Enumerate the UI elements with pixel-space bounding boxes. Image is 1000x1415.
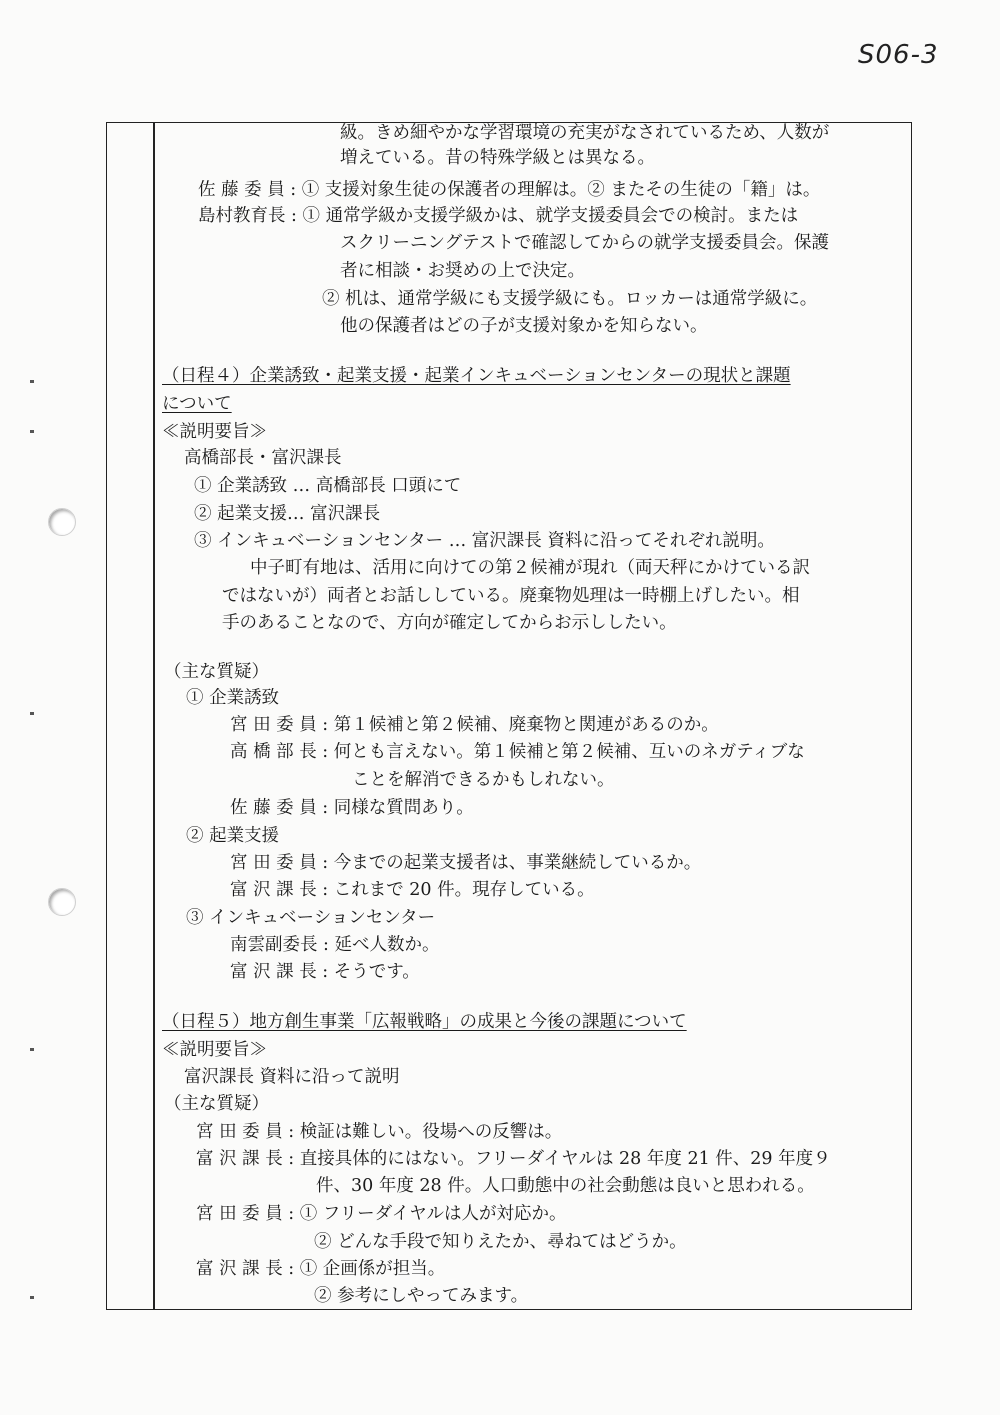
text-line: 富沢課長 資料に沿って説明 <box>184 1067 400 1087</box>
scan-speck <box>30 1296 34 1299</box>
text-line: 者に相談・お奨めの上で決定。 <box>340 261 585 281</box>
text-line: 富 沢 課 長 : これまで 20 件。現存している。 <box>230 880 595 900</box>
text-line: 他の保護者はどの子が支援対象かを知らない。 <box>340 316 708 336</box>
text-line: 富 沢 課 長 : そうです。 <box>230 962 420 982</box>
text-line: 級。きめ細やかな学習環境の充実がなされているため、人数が <box>340 123 830 143</box>
scan-speck <box>30 380 34 383</box>
text-line: ③ インキュベーションセンター <box>186 908 436 928</box>
text-line: ② 机は、通常学級にも支援学級にも。ロッカーは通常学級に。 <box>322 289 818 309</box>
text-line: スクリーニングテストで確認してからの就学支援委員会。保護 <box>340 233 829 253</box>
subheading-explanation: ≪説明要旨≫ <box>162 1040 267 1060</box>
section-heading-4: （日程４）企業誘致・起業支援・起業インキュベーションセンターの現状と課題 <box>162 366 791 386</box>
text-line: 手のあることなので、方向が確定してからお示ししたい。 <box>222 613 677 633</box>
scan-speck <box>30 430 34 433</box>
text-line: 件、30 年度 28 件。人口動態中の社会動態は良いと思われる。 <box>316 1176 815 1196</box>
text-line: 増えている。昔の特殊学級とは異なる。 <box>340 148 655 168</box>
text-line: 宮 田 委 員 : 検証は難しい。役場への反響は。 <box>196 1122 563 1142</box>
text-line: ことを解消できるかもしれない。 <box>352 770 615 790</box>
subheading-qa: （主な質疑） <box>164 1094 269 1114</box>
margin-column-divider <box>153 122 155 1310</box>
text-line: ① 企業誘致 … 高橋部長 口頭にて <box>194 476 462 496</box>
text-line: 宮 田 委 員 : ① フリーダイヤルは人が対応か。 <box>196 1204 567 1224</box>
section-heading-4-cont: について <box>162 394 232 414</box>
subheading-qa: （主な質疑） <box>164 662 269 682</box>
text-line: ② 参考にしやってみます。 <box>314 1286 529 1306</box>
text-line: 宮 田 委 員 : 第１候補と第２候補、廃棄物と関連があるのか。 <box>230 715 719 735</box>
text-line: ではないが）両者とお話ししている。廃棄物処理は一時棚上げしたい。相 <box>222 586 800 606</box>
text-line: 高 橋 部 長 : 何とも言えない。第１候補と第２候補、互いのネガティブな <box>230 742 805 762</box>
text-line: ② どんな手段で知りえたか、尋ねてはどうか。 <box>314 1232 687 1252</box>
text-line: 富 沢 課 長 : 直接具体的にはない。フリーダイヤルは 28 年度 21 件、29 年度９ <box>196 1149 831 1169</box>
punch-hole-bottom <box>48 888 76 916</box>
text-line: 高橋部長・富沢課長 <box>184 448 342 468</box>
text-line: ① 企業誘致 <box>186 688 280 708</box>
punch-hole-top <box>48 508 76 536</box>
text-line: 島村教育長 : ① 通常学級か支援学級かは、就学支援委員会での検討。または <box>198 206 799 226</box>
scan-speck <box>30 712 34 715</box>
text-line: 富 沢 課 長 : ① 企画係が担当。 <box>196 1259 446 1279</box>
text-line: 南雲副委長 : 延べ人数か。 <box>230 935 440 955</box>
scan-speck <box>30 1048 34 1051</box>
page-reference: S06-3 <box>858 40 939 70</box>
text-line: ② 起業支援 <box>186 826 280 846</box>
section-heading-5: （日程５）地方創生事業「広報戦略」の成果と今後の課題について <box>162 1012 687 1032</box>
text-line: 佐 藤 委 員 : 同様な質問あり。 <box>230 798 474 818</box>
text-line: ② 起業支援… 富沢課長 <box>194 504 381 524</box>
text-line: 中子町有地は、活用に向けての第２候補が現れ（両天秤にかけている訳 <box>250 558 810 578</box>
text-line: 宮 田 委 員 : 今までの起業支援者は、事業継続しているか。 <box>230 853 702 873</box>
subheading-explanation: ≪説明要旨≫ <box>162 422 267 442</box>
text-line: 佐 藤 委 員 : ① 支援対象生徒の保護者の理解は。② またその生徒の「籍」は。 <box>198 180 821 200</box>
text-line: ③ インキュベーションセンター … 富沢課長 資料に沿ってそれぞれ説明。 <box>194 531 775 551</box>
